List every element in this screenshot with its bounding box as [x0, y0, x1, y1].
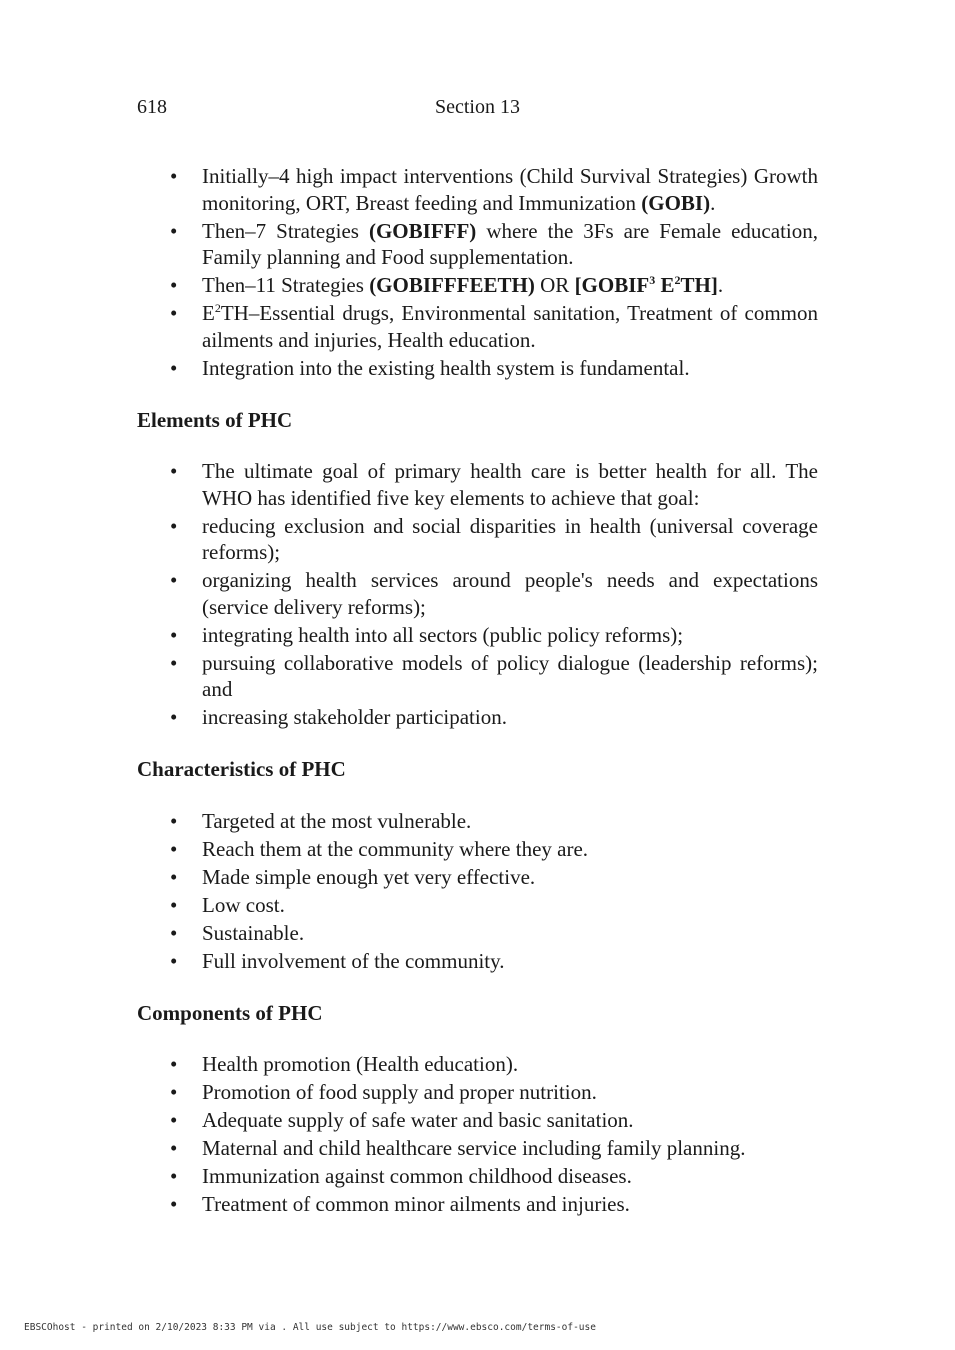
intro-bold-part: TH] — [680, 273, 718, 297]
intro-text: . — [717, 273, 724, 297]
intro-text: where the 3Fs are Female education, Family planning and Food supplementation. — [202, 218, 818, 269]
list-item: • reducing exclusion and social disparities in health (universal coverage reforms); — [137, 513, 818, 566]
intro-bold-part: [GOBIF — [574, 273, 650, 297]
intro-text: Initially–4 high impact interventions (Child Survival Strategies) Growth monitoring, ORT, Breast feeding and Immunization — [202, 164, 818, 215]
list-item: • The ultimate goal of primary health care is better health for all. The WHO has identified five key elements to achieve that goal: — [137, 458, 818, 511]
intro-list — [137, 163, 818, 381]
intro-bold-part: E — [655, 273, 675, 297]
characteristics-list — [137, 808, 818, 975]
page-number: 618 — [137, 96, 167, 118]
list-item — [137, 272, 818, 299]
list-item: • Integration into the existing health system is fundamental. — [137, 355, 818, 382]
components-list — [137, 1051, 818, 1218]
section-heading-elements: Elements of PHC — [137, 407, 293, 432]
intro-bold: (GOBIFFFEETH) — [369, 273, 535, 297]
list-item: • Reach them at the community where they are. — [137, 836, 818, 863]
list-item: • organizing health services around people's needs and expectations (service delivery reforms); — [137, 567, 818, 620]
elements-list — [137, 458, 818, 731]
list-item: • pursuing collaborative models of policy dialogue (leadership reforms); and — [137, 650, 818, 703]
intro-text: Then–11 Strategies — [202, 273, 370, 297]
list-item: • Treatment of common minor ailments and injuries. — [137, 1191, 818, 1218]
superscript: 2 — [214, 301, 221, 315]
list-item — [137, 163, 818, 216]
intro-bold: (GOBI) — [641, 190, 711, 215]
intro-text: . — [710, 190, 716, 215]
list-item: • Full involvement of the community. — [137, 948, 818, 975]
list-item: • Low cost. — [137, 892, 818, 919]
superscript: 3 — [649, 273, 656, 287]
list-item — [137, 300, 818, 353]
list-item: • Sustainable. — [137, 920, 818, 947]
list-item — [137, 218, 818, 271]
running-head: Section 13 — [435, 96, 520, 118]
list-item: • Made simple enough yet very effective. — [137, 864, 818, 891]
list-item: • Promotion of food supply and proper nutrition. — [137, 1079, 818, 1106]
list-item: • Adequate supply of safe water and basic sanitation. — [137, 1107, 818, 1134]
section-heading-components: Components of PHC — [137, 1000, 323, 1025]
list-item: • Health promotion (Health education). — [137, 1051, 818, 1078]
list-item: • integrating health into all sectors (public policy reforms); — [137, 622, 818, 649]
intro-text: E — [202, 301, 215, 325]
intro-text: OR — [534, 273, 575, 297]
superscript: 2 — [674, 273, 681, 287]
list-item: • Maternal and child healthcare service including family planning. — [137, 1135, 818, 1162]
print-footer: EBSCOhost - printed on 2/10/2023 8:33 PM via . All use subject to https://www.ebsco.com/terms-of-use — [24, 1322, 596, 1333]
intro-bold: (GOBIFFF) — [368, 218, 477, 243]
intro-text: TH–Essential drugs, Environmental sanitation, Treatment of common ailments and injuries, Health education. — [202, 301, 818, 352]
intro-bold — [575, 273, 718, 297]
list-item: • Targeted at the most vulnerable. — [137, 808, 818, 835]
intro-text: Then–7 Strategies — [202, 218, 369, 243]
section-heading-characteristics: Characteristics of PHC — [137, 757, 346, 781]
list-item: • increasing stakeholder participation. — [137, 704, 818, 731]
page-body — [137, 163, 818, 1219]
list-item: • Immunization against common childhood diseases. — [137, 1163, 818, 1190]
